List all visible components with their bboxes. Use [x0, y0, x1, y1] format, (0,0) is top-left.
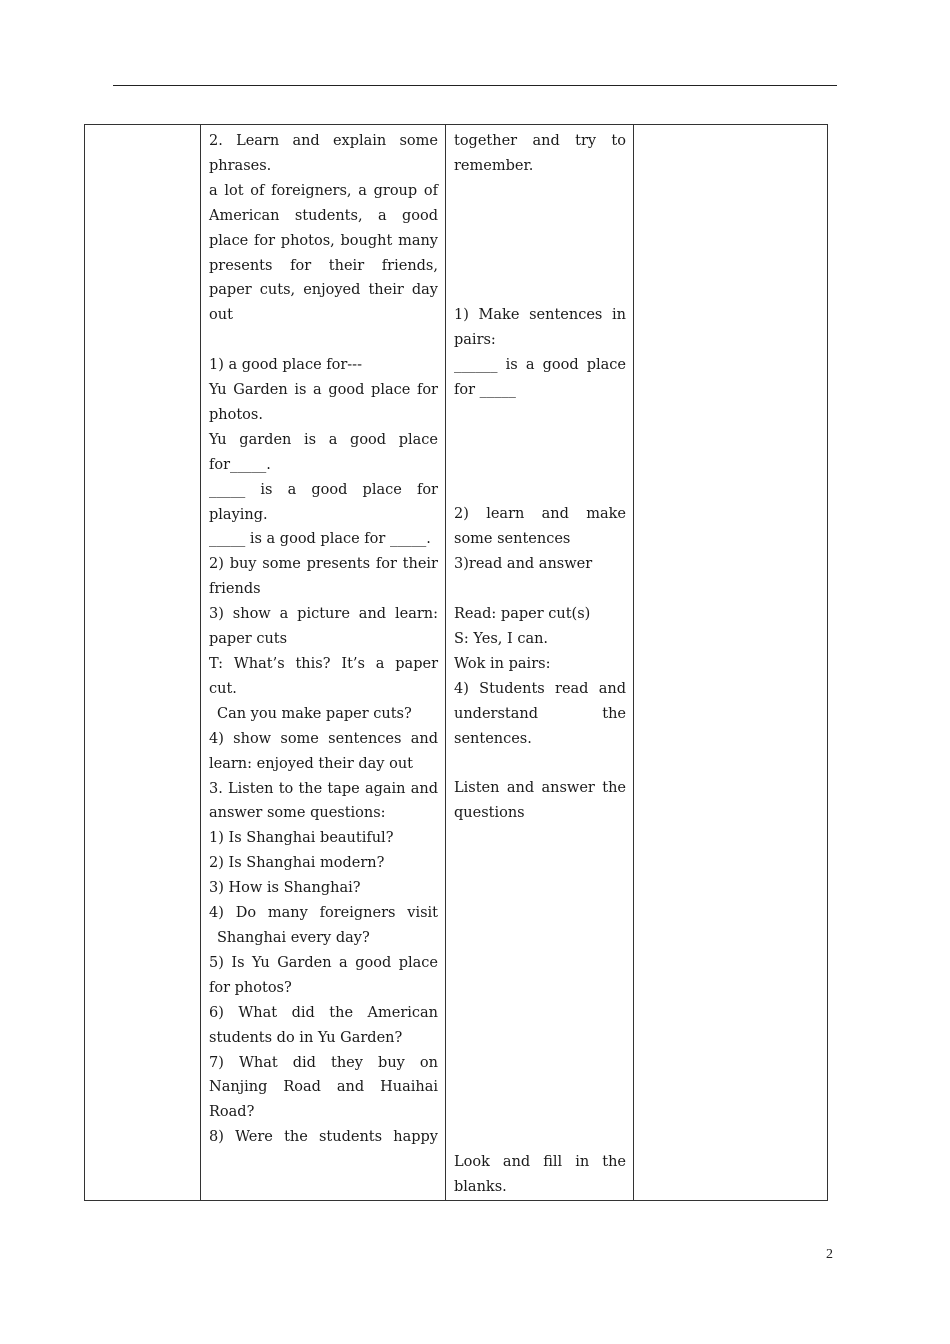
- page-number: 2: [826, 1247, 833, 1262]
- column-teacher-activities: [201, 125, 446, 1201]
- cell-line: 7) What did they buy on Nanjing Road and Huaihai Road?: [209, 1054, 438, 1121]
- cell-line: [454, 1000, 626, 1025]
- cell-line: [454, 752, 626, 777]
- cell-line: 2) Is Shanghai modern?: [209, 855, 385, 872]
- cell-line: 2) learn and make some sentences: [454, 506, 626, 548]
- cell-line: Shanghai every day?: [217, 929, 370, 946]
- cell-line: [454, 876, 626, 901]
- cell-line: [454, 204, 626, 229]
- cell-line: [454, 1075, 626, 1100]
- cell-line: [454, 901, 626, 926]
- column-notes-content: [634, 125, 827, 129]
- column-stage: [85, 125, 201, 1201]
- cell-line: [454, 229, 626, 254]
- cell-line: 4) Do many foreigners visit: [209, 905, 438, 922]
- cell-line: 3) How is Shanghai?: [209, 880, 361, 897]
- cell-line: 3) show a picture and learn: paper cuts: [209, 606, 438, 648]
- cell-line: [454, 851, 626, 876]
- cell-line: ______ is a good place for _____: [454, 357, 626, 398]
- column-stage-content: [85, 125, 200, 129]
- cell-line: Yu Garden is a good place for photos.: [209, 382, 438, 423]
- cell-line: 1) Is Shanghai beautiful?: [209, 830, 394, 847]
- cell-line: Wok in pairs:: [454, 655, 551, 672]
- cell-line: _____ is a good place for playing.: [209, 481, 438, 523]
- header-rule: [113, 85, 837, 86]
- cell-line: 5) Is Yu Garden a good place for photos?: [209, 954, 438, 996]
- cell-line: Listen and answer the questions: [454, 780, 626, 822]
- cell-line: Can you make paper cuts?: [217, 705, 412, 722]
- cell-line: [454, 253, 626, 278]
- cell-line: a lot of foreigners, a group of American students, a good place for photos, bought many presents for their friends, paper cuts, enjoyed their day out: [209, 182, 438, 324]
- cell-line: Read: paper cut(s): [454, 606, 591, 623]
- cell-line: [454, 1025, 626, 1050]
- cell-line: 4) show some sentences and learn: enjoyed their day out: [209, 730, 438, 772]
- cell-line: [454, 1050, 626, 1075]
- lesson-plan-table: [84, 124, 828, 1201]
- cell-line: 2. Learn and explain some phrases.: [209, 133, 438, 174]
- cell-line: [209, 328, 438, 353]
- column-notes: [634, 125, 828, 1201]
- cell-line: 1) a good place for---: [209, 357, 362, 374]
- cell-line: [454, 179, 626, 204]
- cell-line: together and try to remember.: [454, 133, 626, 174]
- column-student-activities: [446, 125, 634, 1201]
- cell-line: [454, 1125, 626, 1150]
- cell-line: 1) Make sentences in pairs:: [454, 307, 626, 349]
- cell-line: Look and fill in the blanks.: [454, 1153, 626, 1195]
- cell-line: [454, 976, 626, 1001]
- cell-line: [454, 453, 626, 478]
- cell-line: 2) buy some presents for their friends: [209, 556, 438, 598]
- cell-line: [454, 826, 626, 851]
- cell-line: [454, 577, 626, 602]
- cell-line: 4) Students read and understand the sentences.: [454, 680, 626, 747]
- cell-line: 3)read and answer: [454, 556, 593, 573]
- cell-line: 3. Listen to the tape again and answer some questions:: [209, 780, 438, 822]
- cell-line: Yu garden is a good place for_____.: [209, 431, 438, 473]
- cell-line: [454, 278, 626, 303]
- cell-line: 8) Were the students happy: [209, 1129, 438, 1146]
- column-teacher-activities-content: [201, 125, 445, 1150]
- table-row: [85, 125, 828, 1201]
- cell-line: [454, 403, 626, 428]
- column-student-activities-content: [446, 125, 633, 1200]
- cell-line: _____ is a good place for _____.: [209, 531, 431, 548]
- cell-line: [454, 1100, 626, 1125]
- cell-line: S: Yes, I can.: [454, 630, 549, 647]
- cell-line: 6) What did the American students do in Yu Garden?: [209, 1004, 438, 1046]
- cell-line: [454, 428, 626, 453]
- cell-line: [454, 951, 626, 976]
- cell-line: T: What’s this? It’s a paper cut.: [209, 656, 438, 697]
- cell-line: [454, 478, 626, 503]
- cell-line: [454, 926, 626, 951]
